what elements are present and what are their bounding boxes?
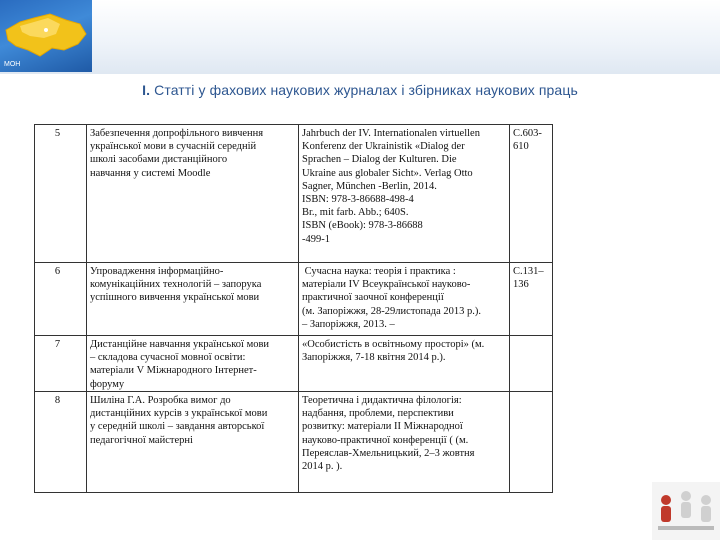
- row-number: 6: [54, 266, 61, 277]
- publication-source-line: Сучасна наука: теорія і практика :: [302, 266, 456, 277]
- article-title-cell: [87, 392, 299, 493]
- article-title-line: Забезпечення допрофільного вивчення: [90, 128, 264, 139]
- title-number: І.: [142, 82, 151, 98]
- publication-source-line: Sagner, München -Berlin, 2014.: [302, 180, 437, 192]
- publication-source-line: Переяслав-Хмельницький, 2–3 жовтня: [302, 447, 475, 459]
- article-title-line: Шиліна Г.А. Розробка вимог до: [90, 395, 231, 406]
- article-title-line: у середній школі – завдання авторської: [90, 421, 265, 433]
- table-row: [35, 392, 553, 493]
- article-title-line: – складова сучасної мовної освіти:: [90, 352, 246, 364]
- row-number: 5: [54, 128, 61, 139]
- article-title-line: форуму: [90, 378, 125, 390]
- publication-source-line: Br., mit farb. Abb.; 640S.: [302, 207, 409, 219]
- row-number-cell: [35, 392, 87, 493]
- table-row: [35, 263, 553, 336]
- publication-source-line: надбання, проблеми, перспективи: [302, 408, 454, 420]
- publication-source-line: практичної заочної конференції: [302, 292, 444, 304]
- publication-source-line: ISBN (eBook): 978-3-86688: [302, 220, 423, 232]
- article-title-line: успішного вивчення української мови: [90, 292, 260, 304]
- publication-source-line: розвитку: матеріали ІІ Міжнародної: [302, 421, 463, 433]
- publication-source-line: ISBN: 978-3-86688-498-4: [302, 194, 414, 206]
- publication-source-line: (м. Запоріжжя, 28-29листопада 2013 р.).: [302, 305, 482, 317]
- pages-value: С.603-610: [513, 128, 542, 153]
- publications-table: [34, 124, 553, 493]
- pages-cell: [510, 125, 553, 263]
- row-number-cell: [35, 336, 87, 392]
- header-bar: [0, 0, 720, 74]
- pages-cell: [510, 336, 553, 392]
- article-title-line: комунікаційних технологій – запорука: [90, 279, 262, 291]
- people-clipart-icon: [652, 482, 720, 540]
- publication-source-cell: [299, 336, 510, 392]
- article-title-line: української мови в сучасній середній: [90, 141, 257, 153]
- ukraine-map-logo: [0, 0, 92, 72]
- pages-value: С.131– 136: [513, 266, 544, 291]
- people-clipart-image: [652, 482, 720, 540]
- publication-source-line: Jahrbuch der IV. Internationalen virtuellen: [302, 128, 480, 139]
- article-title-cell: [87, 336, 299, 392]
- title-text: Статті у фахових наукових журналах і збірниках наукових праць: [154, 82, 578, 98]
- table-row: [35, 125, 553, 263]
- article-title-line: педагогічної майстерні: [90, 434, 193, 446]
- row-number-cell: [35, 125, 87, 263]
- publication-source-line: «Особистість в освітньому просторі» (м.: [302, 339, 485, 350]
- publication-source-cell: [299, 392, 510, 493]
- row-number-cell: [35, 263, 87, 336]
- publication-source-line: -499-1: [302, 233, 330, 245]
- article-title-cell: [87, 263, 299, 336]
- publications-table-body: [35, 125, 553, 493]
- publication-source-line: Теоретична і дидактична філологія:: [302, 395, 462, 406]
- publication-source-line: – Запоріжжя, 2013. –: [302, 318, 395, 330]
- article-title-line: Дистанційне навчання української мови: [90, 339, 270, 350]
- article-title-line: матеріали V Міжнародного Інтернет-: [90, 365, 257, 377]
- article-title-cell: [87, 125, 299, 263]
- publication-source-line: Sprachen – Dialog der Kulturen. Die: [302, 154, 457, 166]
- row-number: 8: [54, 395, 61, 406]
- article-title-line: дистанційних курсів з української мови: [90, 408, 268, 420]
- publication-source-line: Konferenz der Ukrainistik «Dialog der: [302, 141, 465, 153]
- article-title-line: Упровадження інформаційно-: [90, 266, 224, 277]
- article-title-line: школі засобами дистанційного: [90, 154, 228, 166]
- article-title-line: навчання у системі Moodle: [90, 167, 211, 179]
- publication-source-cell: [299, 125, 510, 263]
- pages-cell: [510, 263, 553, 336]
- publication-source-cell: [299, 263, 510, 336]
- logo-label: МОН: [4, 61, 21, 68]
- pages-cell: [510, 392, 553, 493]
- page-title: [0, 82, 720, 98]
- table-row: [35, 336, 553, 392]
- row-number: 7: [54, 339, 61, 350]
- publication-source-line: науково-практичної конференції ( (м.: [302, 434, 469, 446]
- publication-source-line: Запоріжжя, 7-18 квітня 2014 р.).: [302, 352, 446, 364]
- publication-source-line: 2014 р. ).: [302, 461, 343, 473]
- publication-source-line: матеріали IV Всеукраїнської науково-: [302, 279, 471, 291]
- publication-source-line: Ukraine aus globaler Sicht». Verlag Otto: [302, 167, 473, 179]
